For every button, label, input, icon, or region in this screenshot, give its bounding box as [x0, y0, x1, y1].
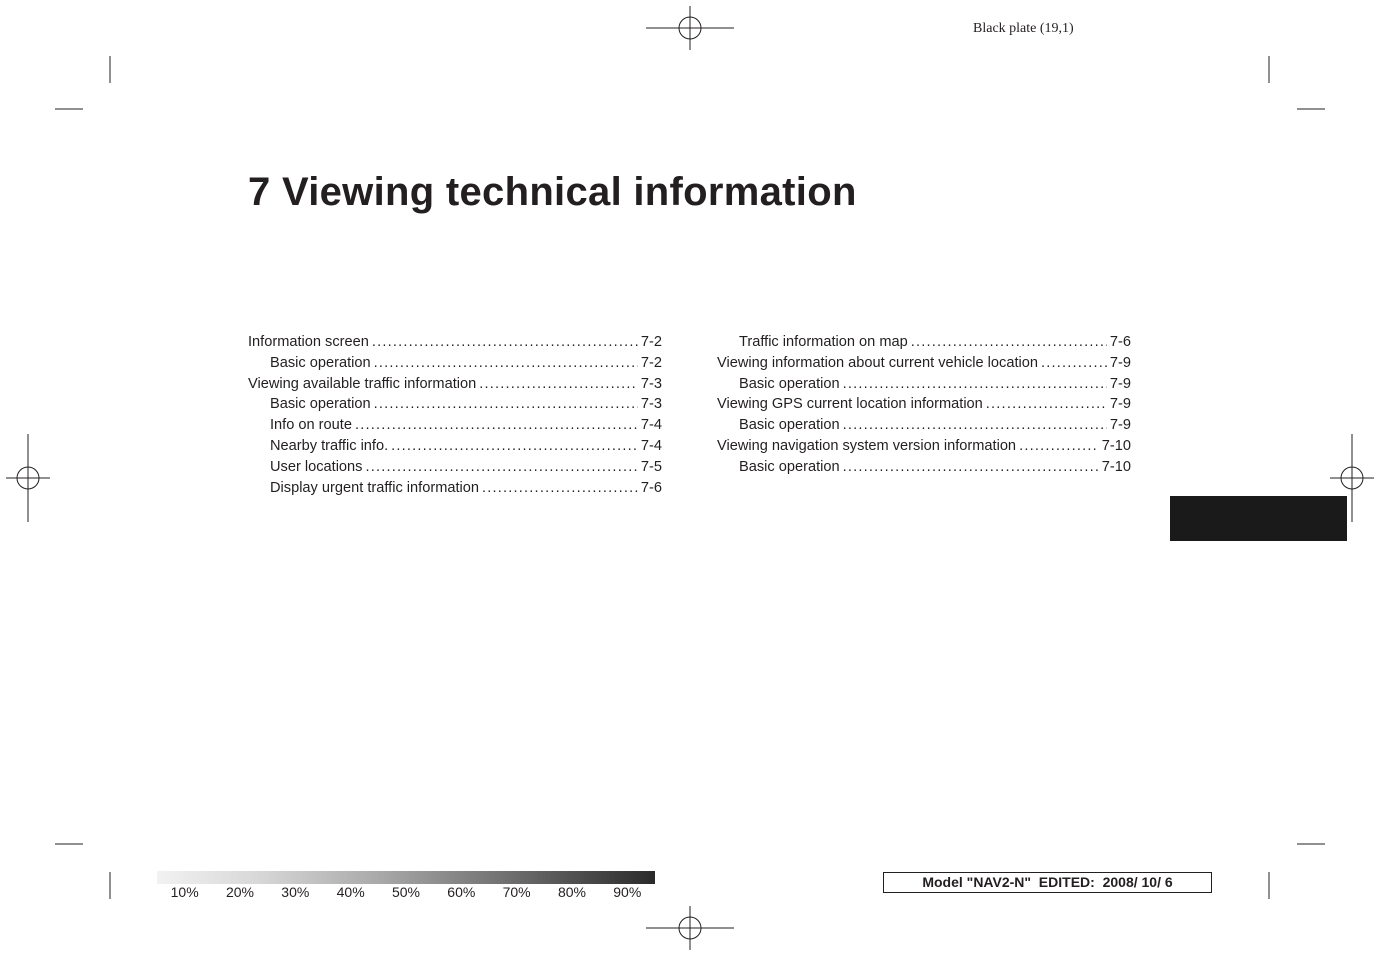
toc-entry-label: Basic operation: [739, 375, 840, 392]
toc-leader-dots: [482, 478, 638, 499]
toc-entry[interactable]: [717, 374, 1131, 395]
toc-leader-dots: [1041, 353, 1107, 374]
toc-entry-label: Viewing available traffic information: [248, 375, 477, 392]
toc-entry-page: 7-2: [640, 354, 662, 371]
toc-entry-page: 7-9: [1109, 396, 1131, 413]
gray-scale-label: 40%: [336, 884, 365, 900]
toc-entry-page: 7-9: [1109, 354, 1131, 371]
toc-entry-page: 7-6: [640, 479, 662, 496]
toc-entry-page: 7-6: [1109, 334, 1131, 350]
toc-entry-label: Basic operation: [739, 458, 840, 475]
toc-entry-label: Information screen: [248, 334, 369, 350]
chapter-tab: [1170, 496, 1347, 541]
toc-entry[interactable]: [248, 415, 662, 436]
gray-scale-labels: [157, 884, 655, 902]
toc-leader-dots: [843, 415, 1107, 436]
toc-entry-page: 7-5: [640, 458, 662, 475]
toc-leader-dots: [911, 332, 1107, 353]
toc-entry-label: Basic operation: [739, 417, 840, 434]
toc-entry-label: Basic operation: [270, 396, 371, 413]
gray-scale-label: 70%: [502, 884, 531, 900]
toc-entry[interactable]: [248, 478, 662, 499]
toc-entry[interactable]: [717, 394, 1131, 415]
toc-leader-dots: [843, 457, 1099, 478]
toc-entry-page: 7-10: [1101, 458, 1131, 475]
gray-scale-bar: [157, 871, 655, 884]
toc-entry-label: Viewing information about current vehicle location: [717, 354, 1038, 371]
toc-entry[interactable]: [248, 332, 662, 353]
toc-entry-page: 7-3: [640, 396, 662, 413]
toc-entry[interactable]: [248, 457, 662, 478]
gray-scale-label: 90%: [613, 884, 642, 900]
toc-leader-dots: [365, 457, 637, 478]
toc-left-column: [248, 332, 662, 498]
toc-entry-label: Display urgent traffic information: [270, 479, 480, 496]
toc-leader-dots: [843, 374, 1107, 395]
page-title: 7 Viewing technical information: [248, 170, 857, 214]
toc-entry-page: 7-9: [1109, 417, 1131, 434]
toc-leader-dots: [1019, 436, 1099, 457]
toc-entry[interactable]: [717, 436, 1131, 457]
gray-scale-label: 60%: [447, 884, 476, 900]
toc-entry[interactable]: [717, 457, 1131, 478]
model-edited-box: Model "NAV2-N" EDITED: 2008/ 10/ 6: [883, 872, 1212, 893]
toc-entry-label: Info on route: [270, 417, 352, 434]
toc-leader-dots: [374, 394, 638, 415]
gray-scale-label: 50%: [391, 884, 420, 900]
toc-entry-label: Basic operation: [270, 354, 371, 371]
toc-entry-label: Viewing GPS current location information: [717, 396, 983, 413]
toc-right-column: [717, 332, 1131, 478]
toc-entry[interactable]: [248, 353, 662, 374]
toc-entry-label: Traffic information on map: [739, 334, 908, 350]
toc-entry[interactable]: [248, 394, 662, 415]
toc-entry[interactable]: [248, 374, 662, 395]
black-plate-label: Black plate (19,1): [973, 21, 1074, 36]
toc-leader-dots: [355, 415, 638, 436]
toc-leader-dots: [479, 374, 638, 395]
toc-entry-label: Viewing navigation system version information: [717, 437, 1017, 454]
toc-entry-page: 7-9: [1109, 375, 1131, 392]
toc-entry[interactable]: [717, 353, 1131, 374]
toc-entry-label: Nearby traffic info.: [270, 437, 389, 454]
toc-leader-dots: [372, 332, 638, 353]
toc-entry[interactable]: [717, 415, 1131, 436]
toc-entry-page: 7-2: [640, 334, 662, 350]
gray-scale-label: 80%: [557, 884, 586, 900]
toc-entry-page: 7-4: [640, 417, 662, 434]
toc-entry-page: 7-10: [1101, 437, 1131, 454]
toc-entry-page: 7-3: [640, 375, 662, 392]
toc-leader-dots: [374, 353, 638, 374]
toc-entry-page: 7-4: [640, 437, 662, 454]
toc-leader-dots: [391, 436, 638, 457]
toc-leader-dots: [986, 394, 1107, 415]
toc-entry[interactable]: [248, 436, 662, 457]
gray-scale-label: 30%: [281, 884, 310, 900]
gray-scale-label: 10%: [170, 884, 199, 900]
gray-scale-label: 20%: [225, 884, 254, 900]
toc-entry-label: User locations: [270, 458, 363, 475]
toc-entry[interactable]: [717, 332, 1131, 353]
